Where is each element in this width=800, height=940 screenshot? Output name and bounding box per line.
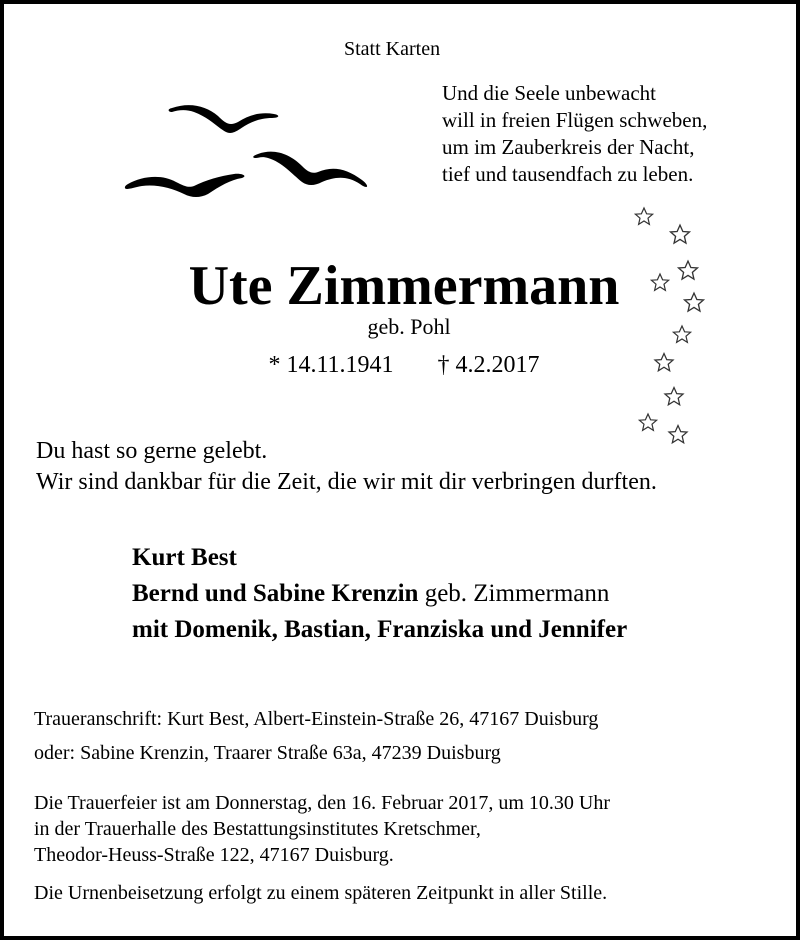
poem (442, 80, 707, 188)
birth-date: * 14.11.1941 (268, 352, 394, 378)
bird-silhouette-icon (169, 105, 279, 133)
maiden-name: geb. Pohl (367, 314, 451, 339)
poem-line: um im Zauberkreis der Nacht, (442, 135, 695, 159)
poem-line: Und die Seele unbewacht (442, 81, 657, 105)
deceased-name: Ute Zimmermann (188, 255, 620, 317)
mourner-name: mit Domenik, Bastian, Franziska und Jennifer (132, 616, 628, 643)
mourner-maiden-note: geb. Zimmermann (418, 580, 610, 607)
service-line: Die Trauerfeier ist am Donnerstag, den 16. Februar 2017, um 10.30 Uhr (34, 792, 610, 814)
poem-line: will in freien Flügen schweben, (442, 108, 708, 132)
service-line: in der Trauerhalle des Bestattungsinstitutes Kretschmer, (34, 818, 481, 840)
birds-silhouette-icon (122, 96, 382, 206)
farewell-message (36, 436, 657, 498)
star-outline-icon (669, 426, 687, 443)
star-outline-icon (665, 388, 683, 405)
bird-silhouette-icon (125, 174, 245, 197)
poem-line: tief und tausendfach zu leben. (442, 162, 694, 186)
mourners-list (132, 540, 627, 648)
farewell-line: Wir sind dankbar für die Zeit, die wir mit dir verbringen durften. (36, 469, 657, 495)
mourning-address-alt: oder: Sabine Krenzin, Traarer Straße 63a, 47239 Duisburg (34, 742, 501, 764)
bird-silhouette-icon (253, 152, 367, 187)
mourner-name: Kurt Best (132, 544, 237, 571)
life-dates (4, 352, 800, 379)
farewell-line: Du hast so gerne gelebt. (36, 438, 268, 464)
mourner-name: Bernd und Sabine Krenzin (132, 580, 419, 607)
statt-karten-label: Statt Karten (344, 38, 441, 60)
mourning-address: Traueranschrift: Kurt Best, Albert-Einstein-Straße 26, 47167 Duisburg (34, 708, 599, 730)
funeral-service-info (34, 790, 610, 868)
star-outline-icon (639, 414, 656, 430)
service-line: Theodor-Heuss-Straße 122, 47167 Duisburg. (34, 844, 394, 866)
urn-burial-info: Die Urnenbeisetzung erfolgt zu einem späteren Zeitpunkt in aller Stille. (34, 882, 608, 904)
star-outline-icon (671, 225, 690, 243)
star-outline-icon (635, 208, 652, 224)
death-date: † 4.2.2017 (437, 352, 540, 378)
